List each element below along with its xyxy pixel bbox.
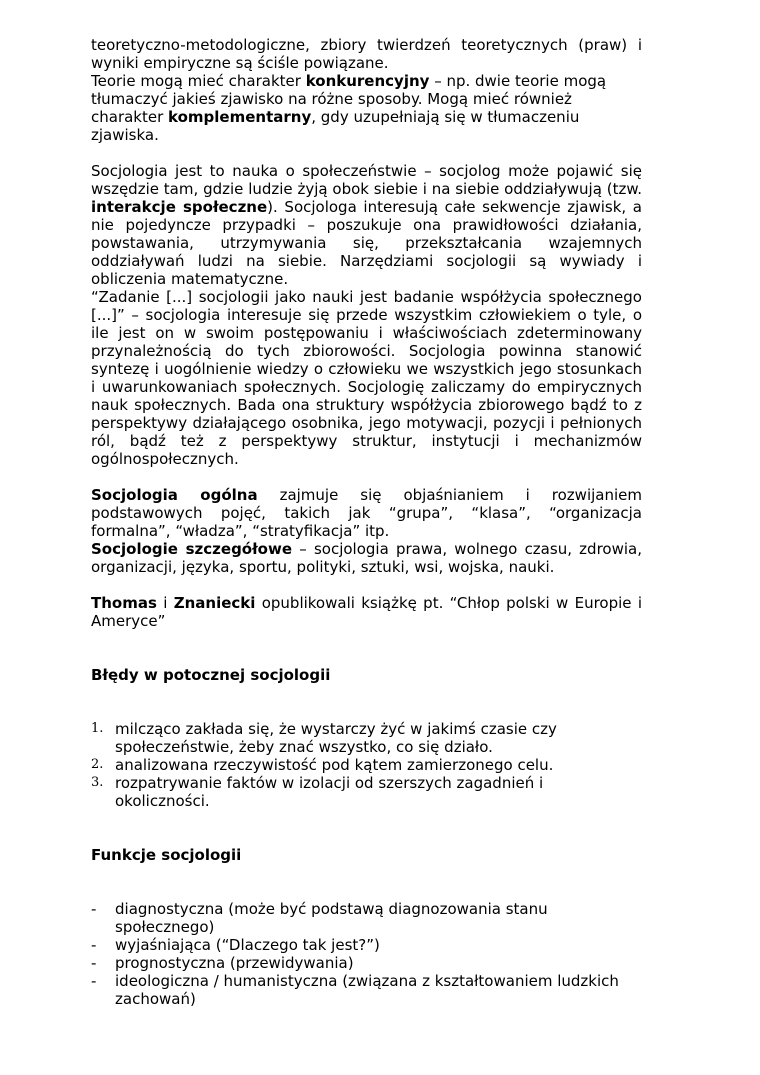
heading-functions: Funkcje socjologii [91, 846, 242, 864]
text-run: Teorie mogą mieć charakter [91, 72, 306, 90]
text-run: ). Socjologa interesują całe sekwencje zjawisk, a nie pojedyncze przypadki – poszukuje ona prawidłowości działania, powstawania, utrzymywania się, przekształcania wzajemnych oddziaływań ludzi na siebie. Narzędziami socjologii są wywiady i obliczenia matematyczne. [91, 198, 642, 288]
paragraph-sociology-task: “Zadanie [...] socjologii jako nauki jest badanie współżycia społecznego [...]” – socjologia interesuje się przede wszystkim człowiekiem o tyle, o ile jest on w swoim postępowaniu i właściwościach zdeterminowany przynależnością do tych zbiorowości. Socjologia powinna stanowić syntezę i uogólnienie wiedzy o człowieku we wszystkich jego stosunkach i uwarunkowaniach społecznych. Socjologię zaliczamy do empirycznych nauk społecznych. Bada ona struktury współżycia zbiorowego bądź to z perspektywy działającego osobnika, jego motywacji, pozycji i pełnionych ról, bądź też z perspektywy struktur, instytucji i mechanizmów ogólnospołecznych. [91, 288, 642, 468]
bold-name-thomas: Thomas [91, 594, 157, 612]
spacer [91, 630, 642, 666]
paragraph-detailed-sociologies [91, 540, 642, 576]
list-item-text: ideologiczna / humanistyczna (związana z kształtowaniem ludzkich zachowań) [115, 972, 619, 1008]
spacer [91, 144, 642, 162]
list-item-text: rozpatrywanie faktów w izolacji od szerszych zagadnień i okoliczności. [115, 774, 544, 810]
errors-list [91, 720, 642, 810]
text-run: Socjologia jest to nauka o społeczeństwie – socjolog może pojawić się wszędzie tam, gdzie ludzie żyją obok siebie i na siebie oddziaływują (tzw. [91, 162, 642, 198]
list-marker: - [91, 936, 97, 954]
spacer [91, 684, 642, 720]
list-item [91, 972, 635, 1008]
list-item [91, 936, 635, 954]
text-run: i [156, 594, 174, 612]
paragraph-general-sociology [91, 486, 642, 540]
spacer [91, 864, 642, 900]
document-page [91, 36, 642, 1008]
list-number: 1. [91, 721, 104, 736]
functions-list [91, 900, 642, 1008]
list-item-text: diagnostyczna (może być podstawą diagnozowania stanu społecznego) [115, 900, 548, 936]
text-run: zajmuje się objaśnianiem i rozwijaniem podstawowych pojęć, takich jak “grupa”, “klasa”, “organizacja formalna”, “władza”, “stratyfikacja” itp. [91, 486, 642, 540]
list-number: 3. [91, 775, 104, 790]
spacer [91, 468, 642, 486]
bold-term-konkurencyjny: konkurencyjny [305, 72, 430, 90]
paragraph-theory-intro: teoretyczno-metodologiczne, zbiory twierdzeń teoretycznych (praw) i wyniki empiryczne są ściśle powiązane. [91, 36, 642, 72]
list-item-text: milcząco zakłada się, że wystarczy żyć w jakimś czasie czy społeczeństwie, żeby znać wszystko, co się działo. [115, 720, 557, 756]
spacer [91, 810, 642, 846]
list-marker: - [91, 900, 97, 918]
spacer [91, 576, 642, 594]
bold-name-znaniecki: Znaniecki [173, 594, 256, 612]
paragraph-thomas-znaniecki [91, 594, 642, 630]
list-item-text: analizowana rzeczywistość pod kątem zamierzonego celu. [115, 756, 554, 774]
list-item [91, 756, 575, 774]
list-number: 2. [91, 757, 104, 772]
text-run: – socjologia prawa, wolnego czasu, zdrowia, organizacji, języka, sportu, polityki, sztuki, wsi, wojska, nauki. [91, 540, 642, 576]
list-marker: - [91, 954, 97, 972]
list-item-text: prognostyczna (przewidywania) [115, 954, 354, 972]
text-run: opublikowali książkę pt. “Chłop polski w Europie i Ameryce” [91, 594, 642, 630]
list-item-text: wyjaśniająca (“Dlaczego tak jest?”) [115, 936, 380, 954]
list-item [91, 774, 575, 810]
paragraph-sociology-definition [91, 162, 642, 288]
list-marker: - [91, 972, 97, 990]
list-item [91, 900, 635, 936]
bold-term-komplementarny: komplementarny [168, 108, 312, 126]
heading-errors: Błędy w potocznej socjologii [91, 666, 331, 684]
list-item [91, 720, 575, 756]
list-item [91, 954, 635, 972]
text-run: – np. dwie teorie mogą tłumaczyć jakieś zjawisko na różne sposoby. Mogą mieć również charakter [91, 72, 607, 126]
paragraph-theory-types [91, 72, 642, 144]
bold-term-socjologie-szczegolowe: Socjologie szczegółowe [91, 540, 293, 558]
bold-term-socjologia-ogolna: Socjologia ogólna [91, 486, 258, 504]
text-run: , gdy uzupełniają się w tłumaczeniu zjawiska. [91, 108, 580, 144]
bold-term-interakcje: interakcje społeczne [91, 198, 268, 216]
